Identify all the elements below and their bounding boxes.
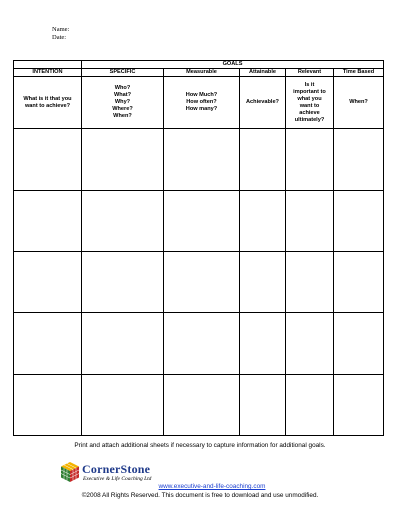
prompt-attainable: Achievable? — [240, 77, 286, 129]
entry-cell[interactable] — [286, 374, 334, 435]
entry-cell[interactable] — [164, 313, 240, 374]
entry-cell[interactable] — [240, 129, 286, 190]
col-attainable: Attainable — [240, 69, 286, 77]
cube-logo-icon — [60, 461, 80, 483]
prompt-time-based: When? — [334, 77, 384, 129]
entry-row[interactable] — [14, 190, 384, 251]
footnote: Print and attach additional sheets if necessary to capture information for additional goals. — [74, 442, 326, 449]
name-date-block — [52, 26, 69, 42]
entry-row[interactable] — [14, 313, 384, 374]
entry-cell[interactable] — [240, 313, 286, 374]
entry-cell[interactable] — [240, 190, 286, 251]
entry-row[interactable] — [14, 374, 384, 435]
entry-cell[interactable] — [286, 251, 334, 312]
entry-cell[interactable] — [14, 190, 82, 251]
date-label: Date: — [52, 34, 67, 41]
entry-cell[interactable] — [82, 313, 164, 374]
column-header-row — [14, 69, 384, 77]
logo-tagline: Executive & Life Coaching Ltd — [83, 476, 152, 482]
col-intention: INTENTION — [14, 69, 82, 77]
entry-cell[interactable] — [286, 313, 334, 374]
group-header-row — [14, 61, 384, 69]
entry-cell[interactable] — [164, 129, 240, 190]
copyright-notice: ©2008 All Rights Reserved. This document is free to download and use unmodified. — [81, 492, 319, 499]
entry-cell[interactable] — [164, 374, 240, 435]
entry-cell[interactable] — [286, 190, 334, 251]
goals-header: GOALS — [82, 61, 384, 69]
website-link[interactable]: www.executive-and-life-coaching.com — [158, 483, 266, 490]
prompt-intention: What is it that you want to achieve? — [14, 77, 82, 129]
name-label: Name: — [52, 26, 70, 33]
entry-cell[interactable] — [334, 190, 384, 251]
entry-cell[interactable] — [240, 251, 286, 312]
entry-cell[interactable] — [14, 374, 82, 435]
entry-cell[interactable] — [14, 313, 82, 374]
entry-cell[interactable] — [286, 129, 334, 190]
entry-cell[interactable] — [334, 313, 384, 374]
entry-cell[interactable] — [82, 190, 164, 251]
blank-header-cell — [14, 61, 82, 69]
entry-row[interactable] — [14, 251, 384, 312]
entry-cell[interactable] — [82, 251, 164, 312]
prompt-measurable: How Much? How often? How many? — [164, 77, 240, 129]
smart-goals-table — [13, 60, 384, 436]
entry-cell[interactable] — [14, 251, 82, 312]
col-relevant: Relevant — [286, 69, 334, 77]
prompt-row — [14, 77, 384, 129]
entry-cell[interactable] — [334, 374, 384, 435]
entry-cell[interactable] — [334, 251, 384, 312]
col-time-based: Time Based — [334, 69, 384, 77]
col-measurable: Measurable — [164, 69, 240, 77]
logo-name: CornerStone — [82, 462, 151, 476]
entry-cell[interactable] — [14, 129, 82, 190]
entry-cell[interactable] — [164, 190, 240, 251]
entry-cell[interactable] — [334, 129, 384, 190]
entry-row[interactable] — [14, 129, 384, 190]
entry-cell[interactable] — [82, 374, 164, 435]
prompt-specific: Who? What? Why? Where? When? — [82, 77, 164, 129]
entry-cell[interactable] — [82, 129, 164, 190]
entry-cell[interactable] — [164, 251, 240, 312]
entry-cell[interactable] — [240, 374, 286, 435]
col-specific: SPECIFIC — [82, 69, 164, 77]
prompt-relevant: Is it important to what you want to achieve ultimately? — [286, 77, 334, 129]
